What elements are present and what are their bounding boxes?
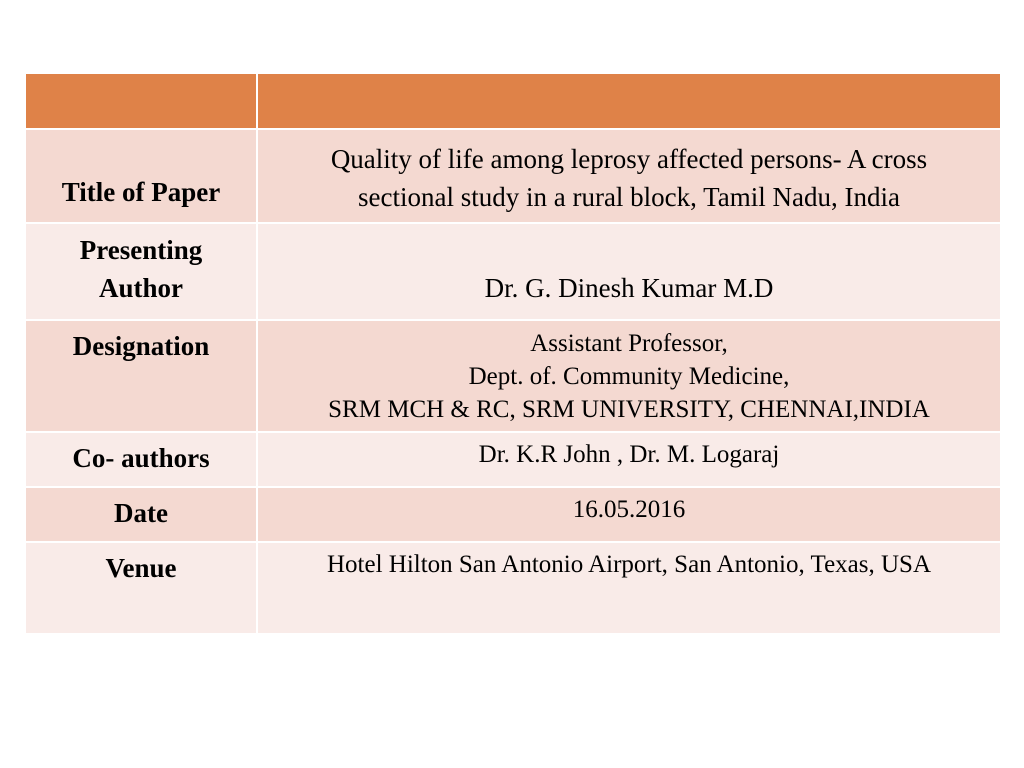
value-cell [257, 542, 1001, 634]
header-cell-label [25, 73, 257, 129]
title-of-paper-value [258, 130, 1000, 216]
designation-line-1: Assistant Professor, [530, 330, 728, 357]
presenting-author-value: Dr. G. Dinesh Kumar M.D [484, 273, 774, 303]
designation-value [258, 321, 1000, 426]
row-title-of-paper [25, 129, 1001, 223]
value-cell [257, 487, 1001, 542]
header-cell-value [257, 73, 1001, 129]
title-line-2: sectional study in a rural block, Tamil Nadu, India [358, 182, 900, 212]
title-of-paper-label: Title of Paper [61, 177, 221, 207]
date-value: 16.05.2016 [572, 496, 686, 523]
title-line-1: Quality of life among leprosy affected persons- A cross [330, 144, 928, 174]
label-cell [25, 320, 257, 432]
designation-line-3: SRM MCH & RC, SRM UNIVERSITY, CHENNAI,INDIA [328, 396, 930, 423]
co-authors-value: Dr. K.R John , Dr. M. Logaraj [478, 441, 780, 468]
row-presenting-author [25, 223, 1001, 320]
designation-label: Designation [72, 331, 210, 361]
label-cell [25, 487, 257, 542]
paper-info-table [24, 72, 1002, 635]
label-cell [25, 542, 257, 634]
venue-label: Venue [105, 553, 177, 583]
label-cell [25, 129, 257, 223]
value-cell [257, 223, 1001, 320]
value-cell [257, 432, 1001, 487]
designation-line-2: Dept. of. Community Medicine, [468, 363, 790, 390]
table-header-row [25, 73, 1001, 129]
value-cell [257, 129, 1001, 223]
row-date [25, 487, 1001, 542]
row-designation [25, 320, 1001, 432]
presenting-author-label [26, 224, 256, 307]
date-label: Date [114, 498, 168, 528]
co-authors-label: Co- authors [72, 443, 210, 473]
venue-value: Hotel Hilton San Antonio Airport, San Antonio, Texas, USA [326, 551, 932, 578]
row-venue [25, 542, 1001, 634]
label-cell [25, 223, 257, 320]
presenting-author-label-line-2: Author [98, 273, 183, 303]
row-co-authors [25, 432, 1001, 487]
value-cell [257, 320, 1001, 432]
label-cell [25, 432, 257, 487]
presenting-author-label-line-1: Presenting [79, 235, 203, 265]
